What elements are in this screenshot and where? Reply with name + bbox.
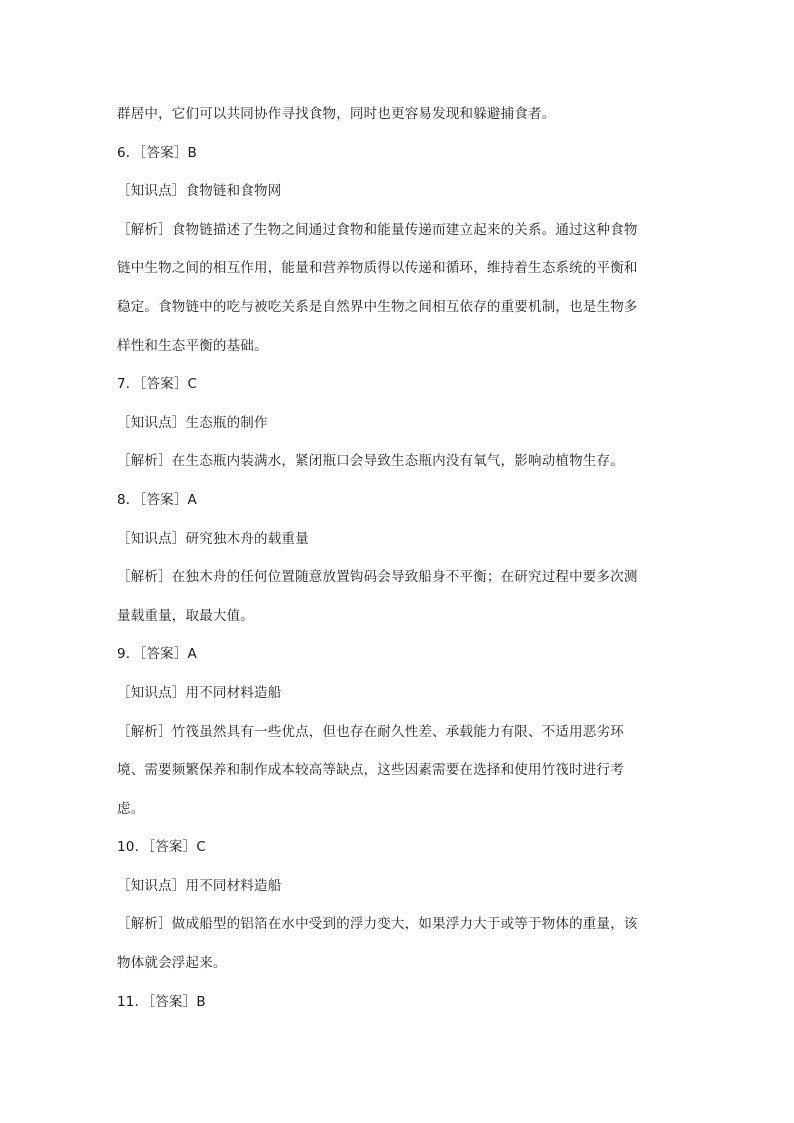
analysis-text: ［解析］在独木舟的任何位置随意放置钩码会导致船身不平衡；在研究过程中要多次测	[117, 569, 638, 586]
answer-heading: 6．［答案］B	[117, 144, 198, 161]
text-line: 群居中，它们可以共同协作寻找食物，同时也更容易发现和躲避捕食者。	[117, 106, 556, 122]
analysis-text: 物体就会浮起来。	[117, 955, 227, 972]
analysis-text: 境、需要频繁保养和制作成本较高等缺点，这些因素需要在选择和使用竹筏时进行考	[117, 762, 624, 779]
answer-text-body	[117, 95, 662, 1021]
answer-heading: 8．［答案］A	[117, 491, 197, 508]
knowledge-point: ［知识点］研究独木舟的载重量	[117, 530, 309, 547]
analysis-text: 稳定。食物链中的吃与被吃关系是自然界中生物之间相互依存的重要机制，也是生物多	[117, 298, 638, 315]
knowledge-point: ［知识点］食物链和食物网	[117, 183, 282, 200]
knowledge-point: ［知识点］用不同材料造船	[117, 877, 282, 894]
analysis-text: ［解析］做成船型的铝箔在水中受到的浮力变大，如果浮力大于或等于物体的重量，该	[117, 916, 638, 933]
analysis-text: 样性和生态平衡的基础。	[117, 337, 268, 354]
analysis-text: ［解析］食物链描述了生物之间通过食物和能量传递而建立起来的关系。通过这种食物	[117, 221, 638, 238]
analysis-text: 量载重量，取最大值。	[117, 607, 254, 624]
answer-heading: 7．［答案］C	[117, 376, 198, 393]
answer-heading: 10．［答案］C	[117, 839, 206, 856]
knowledge-point: ［知识点］生态瓶的制作	[117, 414, 268, 431]
analysis-text: 链中生物之间的相互作用，能量和营养物质得以传递和循环，维持着生态系统的平衡和	[117, 260, 638, 277]
analysis-text: ［解析］竹筏虽然具有一些优点，但也存在耐久性差、承载能力有限、不适用恶劣环	[117, 723, 624, 740]
analysis-text: ［解析］在生态瓶内装满水，紧闭瓶口会导致生态瓶内没有氧气，影响动植物生存。	[117, 453, 624, 470]
knowledge-point: ［知识点］用不同材料造船	[117, 684, 282, 701]
answer-heading: 11．［答案］B	[117, 993, 206, 1010]
answer-heading: 9．［答案］A	[117, 646, 197, 663]
analysis-text: 虑。	[117, 800, 145, 817]
